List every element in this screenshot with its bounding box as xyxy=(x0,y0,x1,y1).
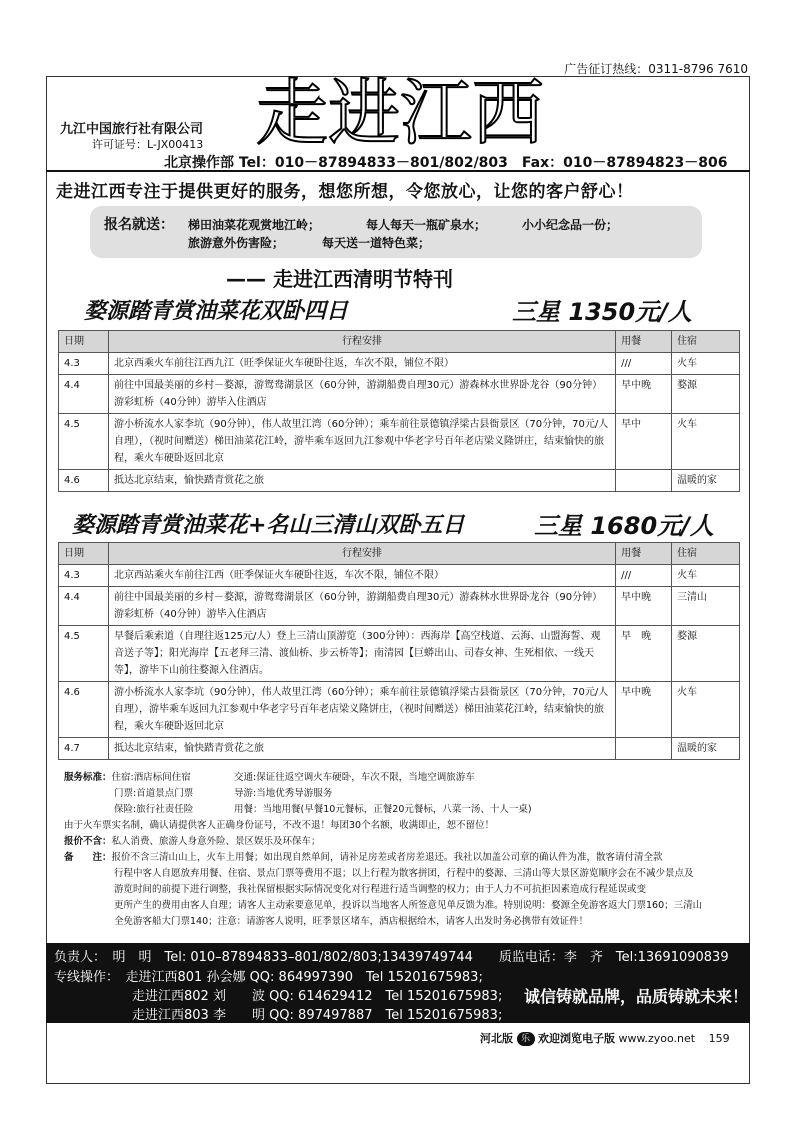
logo-badge: 乐 xyxy=(517,1032,535,1046)
table-row xyxy=(59,682,740,738)
col-schedule: 行程安排 xyxy=(108,543,615,565)
cell-date: 4.3 xyxy=(59,353,109,375)
remark-text: 更所产生的费用由客人自理；请客人主动索要意见单，投诉以当地客人所签意见单反馈为准。特别说明：婺源全免游客返大门票160；三清山 xyxy=(114,900,703,911)
cell-date: 4.5 xyxy=(59,626,109,682)
cell-meals: /// xyxy=(616,565,672,587)
exclusion-label: 报价不含： xyxy=(64,836,112,847)
gift-item: 梯田油菜花观赏地江岭； xyxy=(188,218,321,232)
brand-signature: 诚信铸就品牌，品质铸就未来！ xyxy=(524,987,749,1006)
cell-date: 4.4 xyxy=(59,375,109,414)
table-header xyxy=(59,543,740,565)
website-link[interactable]: www.zyoo.net xyxy=(618,1032,696,1045)
cell-lodging: 婺源 xyxy=(672,626,740,682)
cell-lodging: 火车 xyxy=(672,353,740,375)
cell-meals: 早中晚 xyxy=(616,375,672,414)
page-number: 159 xyxy=(708,1032,730,1045)
col-lodging: 住宿 xyxy=(672,543,740,565)
operator-line: 走进江西803 李 明 QQ: 897497887 Tel 15201675983; xyxy=(132,1008,503,1023)
beijing-office-contact: 北京操作部 Tel：010－87894833－801/802/803 Fax：010－87894823－806 xyxy=(164,155,728,171)
std-transport: 交通:保证往返空调火车硬卧，车次不限，当地空调旅游车 xyxy=(234,772,475,783)
exclusion-text: 私人消费、旅游人身意外险、景区娱乐及环保车； xyxy=(111,836,321,847)
table-row xyxy=(59,375,740,414)
cell-meals: 早中晚 xyxy=(616,682,672,738)
cell-lodging: 婺源 xyxy=(672,375,740,414)
cell-schedule: 前往中国最美丽的乡村－婺源，游鸳鸯湖景区（60分钟，游湖船费自理30元）游森林水世界卧龙谷（90分钟）游彩虹桥（40分钟）游毕入住酒店 xyxy=(108,587,615,626)
cell-lodging: 火车 xyxy=(672,565,740,587)
cell-schedule: 抵达北京结束，愉快踏青赏花之旅 xyxy=(108,470,615,492)
gift-item: 每人每天一瓶矿泉水； xyxy=(366,218,487,232)
cell-schedule: 早餐后乘索道（自理往返125元/人）登上三清山顶游览（300分钟）：西海岸【高空栈道、云海、山盟海誓、观音送子等】；阳光海岸【五老拜三清、渡仙桥、步云桥等】；南清园【巨蟒出山、司春女神、生死相依、一线天等】，游毕下山前往婺源入住酒店。 xyxy=(108,626,615,682)
std-lodging: 住宿:酒店标间住宿 xyxy=(111,772,191,783)
product-price: 三星 1350元/人 xyxy=(512,298,692,326)
cell-lodging: 温暖的家 xyxy=(672,470,740,492)
cell-schedule: 北京西站乘火车前往江西（旺季保证火车硬卧往返，车次不限，铺位不限） xyxy=(108,565,615,587)
cell-date: 4.4 xyxy=(59,587,109,626)
std-insurance: 保险:旅行社责任险 xyxy=(114,804,194,815)
logo xyxy=(246,76,746,148)
cell-schedule: 游小桥流水人家李坑（90分钟），伟人故里江湾（60分钟）；乘车前往景德镇浮梁古县衙景区（70分钟，70元/人自理），游毕乘车返回九江参观中华老字号百年老店梁义隆饼庄，（视时间赠送）梯田油菜花江岭，结束愉快的旅程，乘火车硬卧返回北京 xyxy=(108,682,615,738)
cell-meals: /// xyxy=(616,353,672,375)
cell-date: 4.7 xyxy=(59,738,109,760)
itinerary-table xyxy=(58,330,740,492)
table-header xyxy=(59,331,740,353)
id-notice: 由于火车票实名制，确认请提供客人正确身份证号，不改不退！每团30个名额，收满即止，恕不留位！ xyxy=(64,820,495,831)
remark-text: 游览时间的前提下进行调整，我社保留根据实际情况变化对行程进行适当调整的权力；由于人力不可抗拒因素造成行程延误或变 xyxy=(114,884,647,895)
operator-line: 走进江西802 刘 波 QQ: 614629412 Tel 15201675983; xyxy=(132,989,503,1004)
col-date: 日期 xyxy=(59,543,109,565)
col-meals: 用餐 xyxy=(616,543,672,565)
cell-lodging: 火车 xyxy=(672,682,740,738)
cell-schedule: 北京西乘火车前往江西九江（旺季保证火车硬卧往返，车次不限，铺位不限） xyxy=(108,353,615,375)
gift-item: 旅游意外伤害险； xyxy=(188,236,285,250)
table-row xyxy=(59,738,740,760)
cell-meals xyxy=(616,738,672,760)
special-issue-title: —— 走进江西清明节特刊 xyxy=(226,267,453,291)
table-row xyxy=(59,626,740,682)
slogan: 走进江西专注于提供更好的服务，想您所想，令您放心，让您的客户舒心！ xyxy=(56,182,634,202)
product-title: 婺源踏青赏油菜花+名山三清山双卧五日 xyxy=(72,513,465,538)
itinerary-table xyxy=(58,542,740,760)
remark-text: 全免游客船大门票140；注意：请游客人说明，旺季景区堵车，酒店根据给木，请客人出发时务必携带有效证件！ xyxy=(114,916,589,927)
remark-text: 报价不含三清山山上，火车上用餐；如出现自然单间，请补足房差或者房差退还。我社以加盖公司章的确认件为准，散客请付清全款 xyxy=(111,852,663,863)
cell-date: 4.3 xyxy=(59,565,109,587)
page-footer xyxy=(480,1030,730,1046)
cell-date: 4.6 xyxy=(59,682,109,738)
cell-meals: 早中晚 xyxy=(616,587,672,626)
cell-lodging: 三清山 xyxy=(672,587,740,626)
table-row xyxy=(59,414,740,470)
ad-hotline: 广告征订热线：0311-8796 7610 xyxy=(564,62,748,76)
manager-line: 负责人： 明 明 Tel: 010–87894833–801/802/803;13439749744 质监电话：李 齐 Tel:13691090839 xyxy=(54,950,729,965)
std-guide: 导游:当地优秀导游服务 xyxy=(234,788,333,799)
std-meals: 用餐：当地用餐(早餐10元餐标，正餐20元餐标，八菜一汤、十人一桌) xyxy=(234,804,532,815)
cell-date: 4.6 xyxy=(59,470,109,492)
gift-label: 报名就送： xyxy=(104,217,174,233)
gift-box xyxy=(90,206,702,258)
gift-item: 每天送一道特色菜； xyxy=(322,236,431,250)
cell-schedule: 游小桥流水人家李坑（90分钟），伟人故里江湾（60分钟）；乘车前往景德镇浮梁古县衙景区（70分钟，70元/人自理），（视时间赠送）梯田油菜花江岭，游毕乘车返回九江参观中华老字号百年老店梁义隆饼庄，结束愉快的旅程，乘火车硬卧返回北京 xyxy=(108,414,615,470)
remark-text: 行程中客人自愿放弃用餐、住宿、景点门票等费用不退；以上行程为散客拼团，行程中的婺源、三清山等大景区游览顺序会在不减少景点及 xyxy=(114,868,694,879)
cell-meals xyxy=(616,470,672,492)
welcome-text: 欢迎浏览电子版 xyxy=(538,1032,615,1045)
col-date: 日期 xyxy=(59,331,109,353)
cell-date: 4.5 xyxy=(59,414,109,470)
remark-label: 备 注： xyxy=(64,852,112,863)
table-row xyxy=(59,470,740,492)
col-meals: 用餐 xyxy=(616,331,672,353)
product-price: 三星 1680元/人 xyxy=(534,512,714,540)
table-row xyxy=(59,565,740,587)
col-schedule: 行程安排 xyxy=(108,331,615,353)
cell-lodging: 火车 xyxy=(672,414,740,470)
col-lodging: 住宿 xyxy=(672,331,740,353)
cell-schedule: 前往中国最美丽的乡村－婺源，游鸳鸯湖景区（60分钟，游湖船费自理30元）游森林水世界卧龙谷（90分钟）游彩虹桥（40分钟）游毕入住酒店 xyxy=(108,375,615,414)
cell-schedule: 抵达北京结束，愉快踏青赏花之旅 xyxy=(108,738,615,760)
cell-lodging: 温暖的家 xyxy=(672,738,740,760)
license-number: 许可证号：L-JX00413 xyxy=(92,138,204,151)
edition-label: 河北版 xyxy=(480,1032,513,1045)
company-name: 九江中国旅行社有限公司 xyxy=(60,122,204,137)
table-row xyxy=(59,587,740,626)
operator-line: 专线操作： 走进江西801 孙会娜 QQ: 864997390 Tel 15201675983; xyxy=(54,970,483,985)
cell-meals: 早 晚 xyxy=(616,626,672,682)
std-label: 服务标准： xyxy=(64,772,112,783)
table-row xyxy=(59,353,740,375)
gift-item: 小小纪念品一份； xyxy=(522,218,619,232)
contact-panel xyxy=(46,943,750,1023)
masthead xyxy=(46,76,750,172)
logo-text: 走进江西 xyxy=(256,76,545,148)
cell-meals: 早中 xyxy=(616,414,672,470)
product-title: 婺源踏青赏油菜花双卧四日 xyxy=(84,299,349,324)
std-tickets: 门票:首道景点门票 xyxy=(114,788,194,799)
service-notes xyxy=(64,770,740,930)
